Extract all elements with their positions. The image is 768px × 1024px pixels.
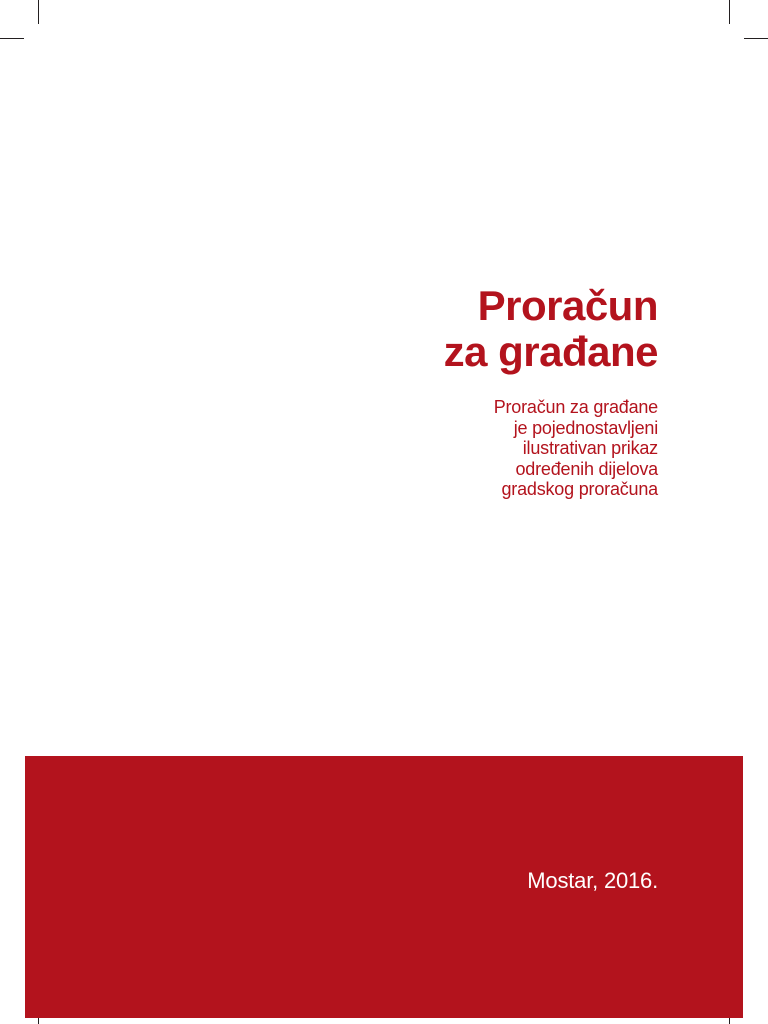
document-subtitle — [444, 397, 658, 500]
crop-mark-top-left-horizontal — [0, 38, 24, 39]
subtitle-line-4: određenih dijelova — [515, 458, 658, 479]
crop-mark-top-right-horizontal — [744, 38, 768, 39]
title-line-2: za građane — [443, 328, 658, 375]
subtitle-line-3: ilustrativan prikaz — [522, 438, 658, 458]
title-line-1: Proračun — [477, 282, 658, 329]
title-block — [444, 283, 658, 500]
crop-mark-top-right-vertical — [729, 0, 730, 24]
place-and-date: Mostar, 2016. — [527, 868, 658, 893]
document-title — [444, 283, 658, 375]
subtitle-line-5: gradskog proračuna — [501, 479, 658, 499]
subtitle-line-2: je pojednostavljeni — [513, 417, 658, 438]
red-footer-band — [25, 756, 743, 1018]
crop-mark-top-left-vertical — [38, 0, 39, 24]
subtitle-line-1: Proračun za građane — [493, 397, 658, 417]
